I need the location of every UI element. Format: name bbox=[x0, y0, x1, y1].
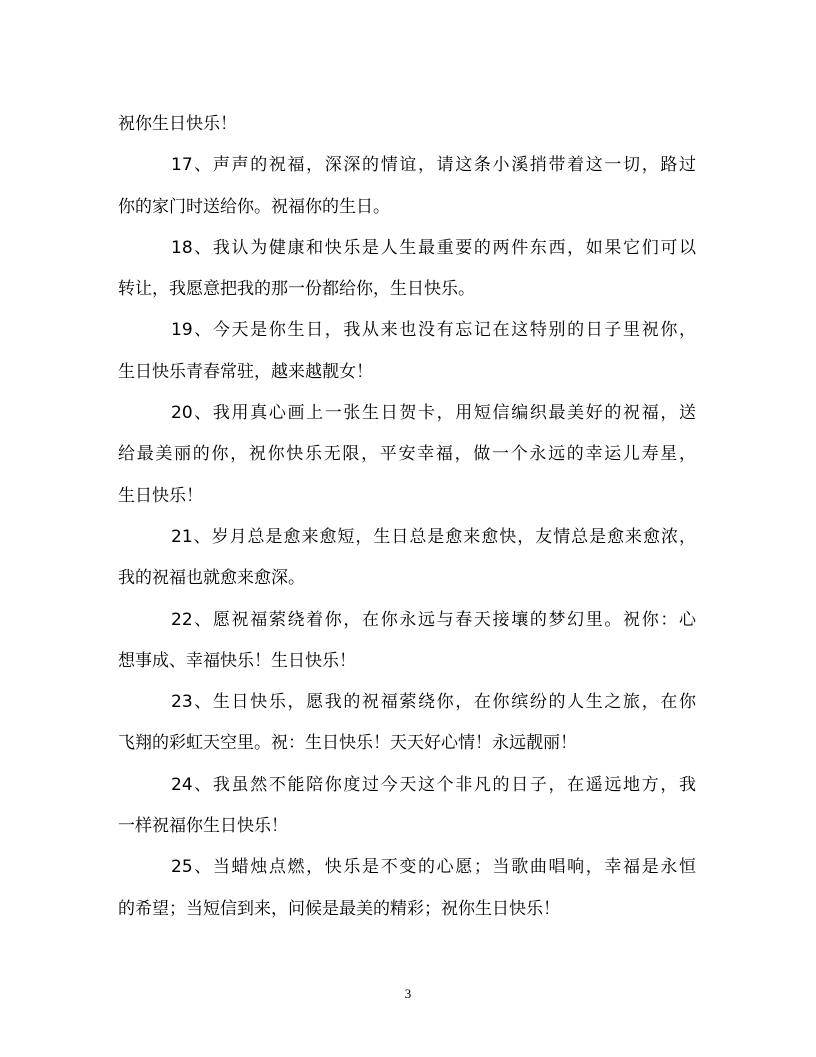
text-line: 你的家门时送给你。祝福你的生日。 bbox=[118, 196, 390, 217]
page-number: 3 bbox=[404, 986, 412, 1001]
text-line: 生日快乐！ bbox=[118, 485, 203, 506]
text-line: 生日快乐青春常驻，越来越靓女！ bbox=[118, 361, 373, 382]
text-line: 飞翔的彩虹天空里。祝：生日快乐！天天好心情！永远靓丽！ bbox=[118, 733, 577, 754]
text-line: 我的祝福也就愈来愈深。 bbox=[118, 568, 305, 589]
text-line: 18、我认为健康和快乐是人生最重要的两件东西，如果它们可以 bbox=[171, 237, 696, 258]
text-line: 25、当蜡烛点燃，快乐是不变的心愿；当歌曲唱响，幸福是永恒 bbox=[171, 857, 696, 878]
text-line: 22、愿祝福萦绕着你，在你永远与春天接壤的梦幻里。祝你：心 bbox=[171, 609, 696, 630]
text-line: 想事成、幸福快乐！生日快乐！ bbox=[118, 650, 356, 671]
text-line: 17、声声的祝福，深深的情谊，请这条小溪捎带着这一切，路过 bbox=[171, 155, 696, 176]
text-line: 24、我虽然不能陪你度过今天这个非凡的日子，在遥远地方，我 bbox=[171, 774, 696, 795]
text-line: 给最美丽的你，祝你快乐无限，平安幸福，做一个永远的幸运儿寿星， bbox=[118, 444, 696, 465]
text-line: 一样祝福你生日快乐！ bbox=[118, 816, 288, 837]
text-line: 20、我用真心画上一张生日贺卡，用短信编织最美好的祝福，送 bbox=[171, 403, 696, 424]
text-line: 转让，我愿意把我的那一份都给你，生日快乐。 bbox=[118, 279, 475, 300]
document-body bbox=[118, 104, 696, 930]
text-line: 的希望；当短信到来，问候是最美的精彩；祝你生日快乐！ bbox=[118, 898, 560, 919]
text-line: 祝你生日快乐！ bbox=[118, 114, 237, 134]
text-line: 19、今天是你生日，我从来也没有忘记在这特别的日子里祝你， bbox=[171, 320, 696, 341]
text-line: 23、生日快乐，愿我的祝福萦绕你，在你缤纷的人生之旅，在你 bbox=[171, 692, 696, 713]
text-line: 21、岁月总是愈来愈短，生日总是愈来愈快，友情总是愈来愈浓， bbox=[171, 526, 696, 547]
